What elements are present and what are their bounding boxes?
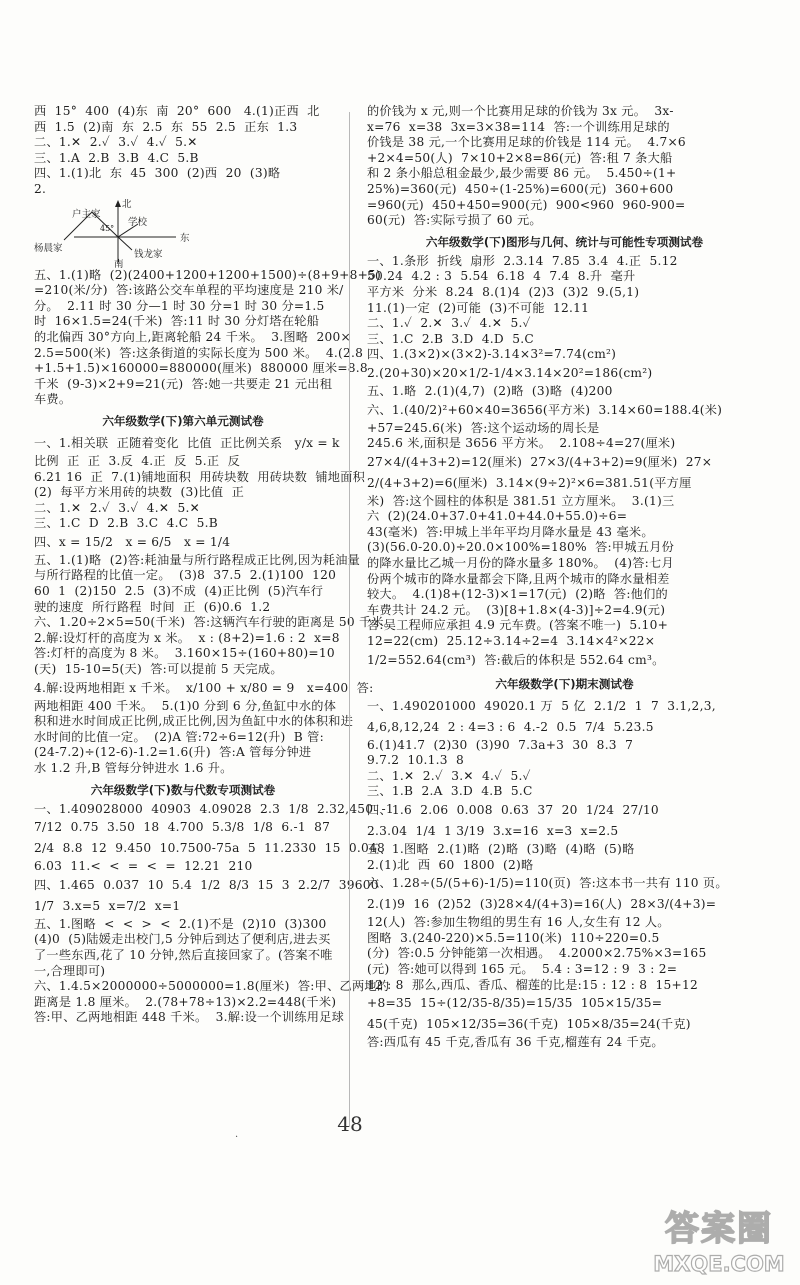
answer-line: 六、1.(40/2)²+60×40=3656(平方米) 3.14×60=188.4(米) xyxy=(367,402,723,417)
answer-line: 三、1.C 2.B 3.D 4.D 5.C xyxy=(367,331,534,346)
geometry-statistics-test-title: 六年级数学(下)图形与几何、统计与可能性专项测试卷 xyxy=(425,234,704,249)
answer-line: 12=22(cm) 25.12÷3.14÷2=4 3.14×4²×22× xyxy=(367,634,656,649)
answer-line: 12 : 8 那么,西瓜、香瓜、榴莲的比是:15 : 12 : 8 15+12 xyxy=(367,977,698,992)
footer-dot: · xyxy=(235,1132,239,1143)
right-column xyxy=(367,104,762,1051)
answer-line: 12(人) 答:参加生物组的男生有 16 人,女生有 12 人。 xyxy=(367,915,670,930)
answer-line: 二、1.✕ 2.✓ 3.✕ 4.✓ 5.✓ xyxy=(367,768,531,783)
answer-line: (2) 每平方米用砖的块数 (3)比值 正 xyxy=(34,485,245,500)
answer-line: 2.(20+30)×20×1/2-1/4×3.14×20²=186(cm²) xyxy=(367,365,653,380)
answer-line: 三、1.A 2.B 3.B 4.C 5.B xyxy=(34,150,199,165)
answer-line: 时 16×1.5=24(千米) 答:11 时 30 分灯塔在轮船 xyxy=(34,314,320,329)
answer-line: 与所行路程的比值一定。 (3)8 37.5 2.(1)100 120 xyxy=(34,568,337,583)
answer-line: 6.21 16 正 7.(1)铺地面积 用砖块数 用砖块数 铺地面积 xyxy=(34,469,366,484)
unit6-test-title: 六年级数学(下)第六单元测试卷 xyxy=(102,413,264,428)
diagram-north-label: 北 xyxy=(122,198,132,210)
right-block-football-answers xyxy=(367,104,762,229)
answer-line: 五、1.图略 < < > < 2.(1)不是 (2)10 (3)300 xyxy=(34,916,327,931)
answer-line: 二、1.✕ 2.✓ 3.✓ 4.✓ 5.✕ xyxy=(34,135,198,150)
answer-line: =210(米/分) 答:该路公交车单程的平均速度是 210 米/ xyxy=(34,283,344,298)
answer-line: 50.24 4.2 : 3 5.54 6.18 4 7.4 8.升 毫升 xyxy=(367,269,636,284)
answer-line: =960(元) 450+450=900(元) 900<960 960-900= xyxy=(367,197,686,212)
left-block-unit6-answers xyxy=(34,433,397,777)
answer-line: 2.5=500(米) 答:这条街道的实际长度为 500 米。 4.(2.8 xyxy=(34,345,364,360)
answer-line: +2×4=50(人) 7×10+2×8=86(元) 答:租 7 条大船 xyxy=(367,150,673,165)
answer-line: 六、1.4.5×2000000÷5000000=1.8(厘米) 答:甲、乙两地的 xyxy=(34,979,390,994)
answer-line: 驶的速度 所行路程 时间 正 (6)0.6 1.2 xyxy=(34,599,271,614)
answer-line: 二、1.✕ 2.✓ 3.✓ 4.✕ 5.✕ xyxy=(34,500,201,515)
answer-line: 一,合理即可) xyxy=(34,963,106,978)
answer-line: 一、1.409028000 40903 4.09028 2.3 1/8 2.32,450 -1 xyxy=(34,801,394,816)
answer-line: 的降水量比乙城一月份的降水量多 180%。 (4)答:七月 xyxy=(367,556,674,571)
answer-line: 答:灯杆的高度为 8 米。 3.160×15÷(160+80)=10 xyxy=(34,646,335,661)
answer-line: 2/(4+3+2)=6(厘米) 3.14×(9÷2)²×6=381.51(平方厘 xyxy=(367,475,692,490)
answer-line: 份两个城市的降水量都会下降,且两个城市的降水量相差 xyxy=(367,571,670,586)
answer-line: 四、1.(3×2)×(3×2)-3.14×3²=7.74(cm²) xyxy=(367,347,617,362)
watermark-logo-text: 答案圈 xyxy=(665,1209,773,1249)
answer-line: 图略 3.(240-220)×5.5=110(米) 110÷220=0.5 xyxy=(367,930,660,945)
answer-line: 2/4 8.8 12 9.450 10.7500-75a 5 11.2330 15 0.048 xyxy=(34,841,385,856)
answer-line: 11.(1)一定 (2)可能 (3)不可能 12.11 xyxy=(367,300,590,315)
answer-line: 45(千克) 105×12/35=36(千克) 105×8/35=24(千克) xyxy=(367,1017,691,1032)
answer-line: 2.(1)9 16 (2)52 (3)28×4/(4+3)=16(人) 28×3/(4+3)= xyxy=(367,897,717,912)
answer-line: 六、1.20÷2×5=50(千米) 答:这辆汽车行驶的距离是 50 千米。 xyxy=(34,615,397,630)
answer-line: 6.(1)41.7 (2)30 (3)90 7.3a+3 30 8.3 7 xyxy=(367,737,634,752)
right-block-geometry-answers xyxy=(367,254,762,671)
watermark-url: MXQE.COM xyxy=(653,1252,785,1276)
answer-line: 二、1.✓ 2.✕ 3.✓ 4.✕ 5.✓ xyxy=(367,316,531,331)
answer-line: 1/7 3.x=5 x=7/2 x=1 xyxy=(34,898,181,913)
answer-line: 比例 正 正 3.反 4.正 反 5.正 反 xyxy=(34,453,249,468)
answer-line: 27×4/(4+3+2)=12(厘米) 27×3/(4+3+2)=9(厘米) 27× xyxy=(367,454,713,469)
answer-line: 水时间的比值一定。 (2)A 管:72÷6=12(升) B 管: xyxy=(34,729,324,744)
answer-line: 答:甲、乙两地相距 448 千米。 3.解:设一个训练用足球 xyxy=(34,1010,345,1025)
answer-line: 两地相距 400 千米。 5.(1)0 分到 6 分,鱼缸中水的体 xyxy=(34,698,337,713)
answer-line: 4.解:设两地相距 x 千米。 x/100 + x/80 = 9 x=400 答: xyxy=(34,680,374,695)
left-block-numbers-answers xyxy=(34,801,394,1026)
right-block-final-answers xyxy=(367,696,762,1051)
left-block-travel-answers xyxy=(34,267,382,408)
answer-line: 25%)=360(元) 450÷(1-25%)=600(元) 360+600 xyxy=(367,181,674,196)
answer-line: 五、1.(1)略 (2)(2400+1200+1200+1500)÷(8+9+8+5) xyxy=(34,267,382,282)
answer-line: +8=35 15÷(12/35-8/35)=15/35 105×15/35= xyxy=(367,996,663,1011)
answer-line: (4)0 (5)陆媛走出校门,5 分钟后到达了便利店,进去买 xyxy=(34,932,331,947)
direction-diagram xyxy=(34,198,332,270)
diagram-south-label: 南 xyxy=(114,258,124,270)
diagram-qian-home-label: 钱龙家 xyxy=(134,248,163,260)
left-column xyxy=(34,104,397,1026)
answer-line: 三、1.B 2.A 3.D 4.B 5.C xyxy=(367,784,533,799)
answer-line: 五、1.图略 2.(1)略 (2)略 (3)略 (4)略 (5)略 xyxy=(367,842,635,856)
answer-line: 六 (2)(24.0+37.0+41.0+44.0+55.0)÷6= xyxy=(367,509,628,524)
answer-line: 四、1.465 0.037 10 5.4 1/2 8/3 15 3 2.2/7 39600 xyxy=(34,877,379,892)
answer-line: 2.3.04 1/4 1 3/19 3.x=16 x=3 x=2.5 xyxy=(367,824,619,838)
answer-line: 车费共计 24.2 元。 (3)[8+1.8×(4-3)]÷2=4.9(元) xyxy=(367,602,666,617)
answer-line: 四、x = 15/2 x = 6/5 x = 1/4 xyxy=(34,534,231,549)
answer-line: 了一些东西,花了 10 分钟,然后直接回家了。(答案不唯 xyxy=(34,947,333,962)
answer-line: 43(毫米) 答:甲城上半年平均月降水量是 43 毫米。 xyxy=(367,524,654,539)
answer-line: 2.解:设灯杆的高度为 x 米。 x : (8+2)=1.6 : 2 x=8 xyxy=(34,630,340,645)
answer-line: (分) 答:0.5 分钟能第一次相遇。 4.2000×2.75%×3=165 xyxy=(367,946,707,961)
numbers-algebra-test-title: 六年级数学(下)数与代数专项测试卷 xyxy=(90,782,276,797)
answer-line: 的北偏西 30°方向上,距离轮船 24 千米。 3.图略 200× xyxy=(34,329,351,344)
answer-line: 60 1 (2)150 2.5 (3)不成 (4)正比例 (5)汽车行 xyxy=(34,584,324,599)
left-block-direction-answers xyxy=(34,104,332,198)
answer-line: +1.5+1.5)×160000=880000(厘米) 880000 厘米=8.8 xyxy=(34,361,368,376)
answer-line: 五、1.(1)略 (2)答:耗油量与所行路程成正比例,因为耗油量 xyxy=(34,552,361,567)
answer-line: (天) 15-10=5(天) 答:可以提前 5 天完成。 xyxy=(34,662,283,677)
answer-line: 4,6,8,12,24 2 : 4=3 : 6 4.-2 0.5 7/4 5.23.5 xyxy=(367,719,654,734)
answer-line: 平方米 分米 8.24 8.(1)4 (2)3 (3)2 9.(5,1) xyxy=(367,284,640,299)
answer-line: 2.(1)北 西 60 1800 (2)略 xyxy=(367,857,534,872)
answer-line: 西 15° 400 (4)东 南 20° 600 4.(1)正西 北 xyxy=(34,104,320,118)
answer-line: +57=245.6(米) 答:这个运动场的周长是 xyxy=(367,420,600,435)
answer-line: 五、1.略 2.(1)(4,7) (2)略 (3)略 (4)200 xyxy=(367,383,613,398)
answer-line: 四、1.6 2.06 0.008 0.63 37 20 1/24 27/10 xyxy=(367,803,659,817)
answer-line: 1/2=552.64(cm³) 答:截后的体积是 552.64 cm³。 xyxy=(367,652,665,667)
answer-line: 答:西瓜有 45 千克,香瓜有 36 千克,榴莲有 24 千克。 xyxy=(367,1035,664,1050)
answer-line: 积和进水时间成正比例,成正比例,因为鱼缸中水的体积和进 xyxy=(34,714,354,729)
answer-line: 答:吴工程师应承担 4.9 元车费。(答案不唯一) 5.10+ xyxy=(367,618,669,633)
answer-line: 较大。 4.(1)8+(12-3)×1=17(元) (2)略 答:他们的 xyxy=(367,587,668,602)
answer-line: (24-7.2)÷(12-6)-1.2=1.6(升) 答:A 管每分钟进 xyxy=(34,745,312,760)
answer-line: (3)(56.0-20.0)÷20.0×100%=180% 答:甲城五月份 xyxy=(367,540,675,555)
answer-line: 价钱是 38 元,一个比赛用足球的价钱是 114 元。 4.7×6 xyxy=(367,135,686,150)
answer-line: 六、1.28÷(5/(5+6)-1/5)=110(页) 答:这本书一共有 110 页。 xyxy=(367,876,728,891)
answer-line: 西 1.5 (2)南 东 2.5 东 55 2.5 正东 1.3 xyxy=(34,119,298,134)
answer-line: 245.6 米,面积是 3656 平方米。 2.108÷4=27(厘米) xyxy=(367,436,676,451)
answer-line: 三、1.C D 2.B 3.C 4.C 5.B xyxy=(34,516,218,531)
answer-line: x=76 x=38 3x=3×38=114 答:一个训练用足球的 xyxy=(367,119,670,134)
answer-line: 6.03 11.< < = < = 12.21 210 xyxy=(34,859,253,874)
answer-line: 距离是 1.8 厘米。 2.(78+78÷13)×2.2=448(千米) xyxy=(34,994,337,1009)
answer-line: 车费。 xyxy=(34,392,72,407)
answer-line: 60(元) 答:实际亏损了 60 元。 xyxy=(367,213,542,228)
answer-line: 一、1.490201000 49020.1 万 5 亿 2.1/2 1 7 3.1,2,3, xyxy=(367,698,716,713)
column-divider xyxy=(349,112,350,1127)
final-exam-title: 六年级数学(下)期末测试卷 xyxy=(495,676,634,691)
answer-line: 的价钱为 x 元,则一个比赛用足球的价钱为 3x 元。 3x- xyxy=(367,104,674,118)
diagram-hu-home-label: 户主家 xyxy=(72,208,101,220)
diagram-angle-label: 45° xyxy=(100,223,115,233)
answer-line: 一、1.相关联 正随着变化 比值 正比例关系 y/x = k xyxy=(34,435,340,450)
diagram-yangmei-home-label: 杨晨家 xyxy=(34,242,63,254)
answer-line: 水 1.2 升,B 管每分钟进水 1.6 升。 xyxy=(34,761,233,775)
watermark-logo xyxy=(644,1207,794,1281)
diagram-school-label: 学校 xyxy=(128,216,148,228)
answer-line: 2. xyxy=(34,181,47,196)
answer-line: 四、1.(1)北 东 45 300 (2)西 20 (3)略 xyxy=(34,166,281,181)
answer-line: 9.7.2 10.1.3 8 xyxy=(367,753,465,768)
answer-line: 千米 (9-3)×2+9=21(元) 答:她一共要走 21 元出租 xyxy=(34,376,333,391)
page-number: 48 xyxy=(337,1112,363,1136)
answer-line: 米) 答:这个圆柱的体积是 381.51 立方厘米。 3.(1)三 xyxy=(367,493,675,508)
answer-line: 和 2 条小船总租金最少,最少需要 86 元。 5.450÷(1+ xyxy=(367,166,677,181)
answer-line: 7/12 0.75 3.50 18 4.700 5.3/8 1/8 6.-1 87 xyxy=(34,820,331,835)
answer-line: (元) 答:她可以得到 165 元。 5.4 : 3=12 : 9 3 : 2= xyxy=(367,961,678,976)
diagram-east-label: 东 xyxy=(180,232,190,244)
answer-line: 分。 2.11 时 30 分—1 时 30 分=1 时 30 分=1.5 xyxy=(34,298,325,313)
answer-line: 一、1.条形 折线 扇形 2.3.14 7.85 3.4 4.正 5.12 xyxy=(367,253,678,268)
